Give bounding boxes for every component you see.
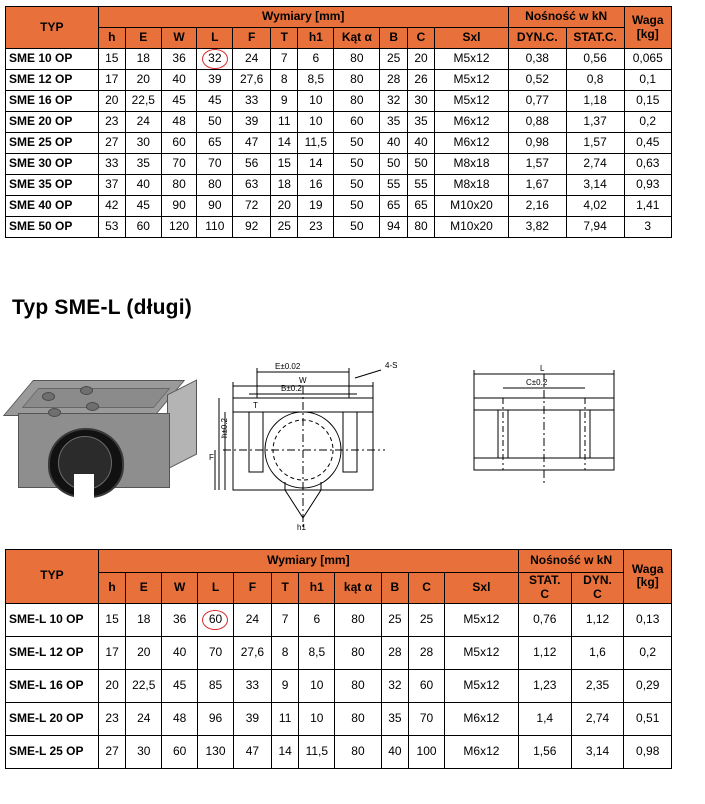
cell-E: 30 — [125, 133, 161, 154]
header-sxl: Sxl — [444, 573, 518, 604]
section-title: Typ SME-L (długi) — [12, 296, 192, 319]
cell-waga: 0,2 — [624, 636, 672, 669]
cell-W: 60 — [161, 133, 197, 154]
cell-F: 56 — [233, 154, 271, 175]
cell-F: 27,6 — [233, 70, 271, 91]
cell-h1: 23 — [298, 217, 334, 238]
table-row — [6, 175, 672, 196]
cell-stat: 7,94 — [566, 217, 624, 238]
header-waga: Waga [kg] — [624, 7, 671, 49]
cell-T: 8 — [271, 636, 298, 669]
page-bottom-clip — [0, 795, 705, 804]
cell-waga: 0,1 — [624, 70, 671, 91]
cell-waga: 0,29 — [624, 669, 672, 702]
cell-C: 25 — [409, 603, 445, 636]
cell-h: 53 — [98, 217, 125, 238]
cell-kat: 50 — [334, 154, 380, 175]
cell-W: 48 — [162, 702, 198, 735]
header-wymiary: Wymiary [mm] — [98, 7, 508, 28]
cell-dyn: 1,12 — [571, 603, 624, 636]
cell-F: 27,6 — [233, 636, 271, 669]
cell-sxl: M6x12 — [435, 112, 509, 133]
cell-T: 18 — [271, 175, 298, 196]
cell-B: 35 — [381, 702, 408, 735]
cell-sxl: M5x12 — [444, 636, 518, 669]
cell-E: 30 — [126, 735, 162, 768]
cell-T: 9 — [271, 91, 298, 112]
cell-h1: 14 — [298, 154, 334, 175]
cell-stat: 3,14 — [566, 175, 624, 196]
header-h1: h1 — [299, 573, 335, 604]
cell-C: 55 — [407, 175, 434, 196]
table-row — [6, 70, 672, 91]
cell-sxl: M5x12 — [435, 91, 509, 112]
cell-waga: 0,51 — [624, 702, 672, 735]
cell-h: 27 — [98, 133, 125, 154]
cell-E: 60 — [125, 217, 161, 238]
header-l: L — [198, 573, 234, 604]
cell-L: 39 — [197, 70, 233, 91]
cell-sxl: M6x12 — [444, 702, 518, 735]
dim-label-h: h±0.2 — [220, 418, 229, 438]
cell-T: 20 — [271, 196, 298, 217]
iso-bore-gap — [74, 474, 94, 498]
header-t: T — [271, 573, 298, 604]
cell-E: 20 — [125, 70, 161, 91]
front-section-view — [205, 350, 420, 535]
cell-kat: 60 — [334, 112, 380, 133]
cell-dyn: 3,14 — [571, 735, 624, 768]
cell-E: 45 — [125, 196, 161, 217]
header-w: W — [162, 573, 198, 604]
header-e: E — [126, 573, 162, 604]
cell-B: 40 — [380, 133, 407, 154]
row-type-label: SME-L 20 OP — [6, 702, 99, 735]
table-subheader-row — [6, 28, 672, 49]
cell-T: 7 — [271, 49, 298, 70]
cell-F: 24 — [233, 49, 271, 70]
cell-T: 15 — [271, 154, 298, 175]
row-type-label: SME-L 12 OP — [6, 636, 99, 669]
cell-F: 63 — [233, 175, 271, 196]
row-type-label: SME-L 25 OP — [6, 735, 99, 768]
cell-B: 40 — [381, 735, 408, 768]
cell-C: 35 — [407, 112, 434, 133]
cell-C: 26 — [407, 70, 434, 91]
header-waga: Waga [kg] — [624, 550, 672, 604]
cell-stat: 1,23 — [518, 669, 571, 702]
cell-F: 72 — [233, 196, 271, 217]
table-row — [6, 154, 672, 175]
cell-L: 130 — [198, 735, 234, 768]
cell-L: 50 — [197, 112, 233, 133]
cell-h1: 10 — [299, 669, 335, 702]
cell-L: 65 — [197, 133, 233, 154]
header-typ: TYP — [6, 550, 99, 604]
header-t: T — [271, 28, 298, 49]
cell-h1: 6 — [298, 49, 334, 70]
cell-T: 9 — [271, 669, 298, 702]
dim-label-l: L — [540, 364, 545, 373]
cell-W: 48 — [161, 112, 197, 133]
cell-B: 55 — [380, 175, 407, 196]
cell-h: 23 — [98, 702, 125, 735]
table-header-row — [6, 550, 672, 573]
cell-kat: 80 — [335, 669, 381, 702]
cell-sxl: M5x12 — [435, 70, 509, 91]
header-stat-c: STAT. C — [518, 573, 571, 604]
cell-F: 24 — [233, 603, 271, 636]
header-h: h — [98, 573, 125, 604]
cell-waga: 0,2 — [624, 112, 671, 133]
header-b: B — [380, 28, 407, 49]
row-type-label: SME 25 OP — [6, 133, 99, 154]
highlight-circle: 32 — [208, 51, 222, 66]
cell-B: 25 — [380, 49, 407, 70]
table-row — [6, 133, 672, 154]
row-type-label: SME 10 OP — [6, 49, 99, 70]
cell-T: 11 — [271, 702, 298, 735]
cell-L: 45 — [197, 91, 233, 112]
table-header-row — [6, 7, 672, 28]
cell-B: 50 — [380, 154, 407, 175]
cell-sxl: M6x12 — [435, 133, 509, 154]
row-type-label: SME 40 OP — [6, 196, 99, 217]
cell-E: 22,5 — [126, 669, 162, 702]
cell-L: 110 — [197, 217, 233, 238]
cell-h: 27 — [98, 735, 125, 768]
cell-sxl: M5x12 — [435, 49, 509, 70]
cell-dyn: 0,77 — [508, 91, 566, 112]
header-dyn-c: DYN.C. — [508, 28, 566, 49]
cell-kat: 80 — [335, 636, 381, 669]
cell-B: 32 — [380, 91, 407, 112]
cell-C: 40 — [407, 133, 434, 154]
cell-kat: 50 — [334, 217, 380, 238]
header-c: C — [409, 573, 445, 604]
cell-dyn: 2,16 — [508, 196, 566, 217]
cell-L: 90 — [197, 196, 233, 217]
header-l: L — [197, 28, 233, 49]
cell-h: 23 — [98, 112, 125, 133]
cell-dyn: 0,52 — [508, 70, 566, 91]
cell-B: 94 — [380, 217, 407, 238]
cell-dyn: 0,98 — [508, 133, 566, 154]
header-c: C — [407, 28, 434, 49]
cell-kat: 80 — [335, 702, 381, 735]
cell-stat: 0,76 — [518, 603, 571, 636]
cell-stat: 1,18 — [566, 91, 624, 112]
header-kat-alfa: kąt α — [335, 573, 381, 604]
cell-h: 20 — [98, 669, 125, 702]
cell-F: 33 — [233, 669, 271, 702]
cell-B: 28 — [380, 70, 407, 91]
cell-kat: 80 — [335, 735, 381, 768]
cell-F: 92 — [233, 217, 271, 238]
header-dyn-c: DYN. C — [571, 573, 624, 604]
cell-h1: 8,5 — [299, 636, 335, 669]
cell-stat: 4,02 — [566, 196, 624, 217]
cell-kat: 80 — [334, 70, 380, 91]
cell-sxl: M8x18 — [435, 175, 509, 196]
cell-dyn: 0,38 — [508, 49, 566, 70]
row-type-label: SME 35 OP — [6, 175, 99, 196]
cell-B: 25 — [381, 603, 408, 636]
row-type-label: SME 30 OP — [6, 154, 99, 175]
cell-kat: 50 — [334, 175, 380, 196]
row-type-label: SME 20 OP — [6, 112, 99, 133]
cell-dyn: 2,74 — [571, 702, 624, 735]
cell-dyn: 1,6 — [571, 636, 624, 669]
cell-kat: 80 — [334, 91, 380, 112]
cell-C: 80 — [407, 217, 434, 238]
cell-waga: 0,13 — [624, 603, 672, 636]
header-h1: h1 — [298, 28, 334, 49]
cell-E: 35 — [125, 154, 161, 175]
header-nosnosc: Nośność w kN — [508, 7, 624, 28]
dim-label-4s: 4-S — [385, 361, 398, 370]
cell-sxl: M5x12 — [444, 603, 518, 636]
iso-mounting-hole — [42, 392, 55, 401]
highlight-circle: 60 — [208, 611, 223, 626]
header-h: h — [98, 28, 125, 49]
cell-W: 36 — [162, 603, 198, 636]
cell-T: 8 — [271, 70, 298, 91]
cell-W: 45 — [161, 91, 197, 112]
table-row — [6, 91, 672, 112]
table-row — [6, 669, 672, 702]
cell-B: 32 — [381, 669, 408, 702]
header-e: E — [125, 28, 161, 49]
dim-label-t: T — [253, 401, 258, 410]
cell-h1: 16 — [298, 175, 334, 196]
iso-mounting-hole — [86, 402, 99, 411]
cell-W: 90 — [161, 196, 197, 217]
cell-stat: 0,8 — [566, 70, 624, 91]
cell-sxl: M6x12 — [444, 735, 518, 768]
cell-T: 25 — [271, 217, 298, 238]
cell-h: 15 — [98, 603, 125, 636]
table-row — [6, 217, 672, 238]
cell-W: 40 — [161, 70, 197, 91]
cell-kat: 80 — [334, 49, 380, 70]
cell-E: 20 — [126, 636, 162, 669]
cell-B: 65 — [380, 196, 407, 217]
iso-mounting-hole — [80, 386, 93, 395]
cell-L: 70 — [198, 636, 234, 669]
dim-label-c: C±0.2 — [526, 378, 548, 387]
drawings-area — [0, 340, 705, 540]
dim-label-b: B±0.2 — [281, 384, 302, 393]
cell-sxl: M8x18 — [435, 154, 509, 175]
dim-label-f: F — [209, 453, 214, 462]
cell-h: 37 — [98, 175, 125, 196]
cell-W: 70 — [161, 154, 197, 175]
header-f: F — [233, 28, 271, 49]
header-kat-alfa: Kąt α — [334, 28, 380, 49]
cell-h1: 11,5 — [298, 133, 334, 154]
cell-C: 70 — [409, 702, 445, 735]
dim-label-w: W — [299, 376, 307, 385]
cell-h1: 8,5 — [298, 70, 334, 91]
cell-stat: 1,4 — [518, 702, 571, 735]
cell-h: 15 — [98, 49, 125, 70]
cell-C: 65 — [407, 196, 434, 217]
table-row — [6, 112, 672, 133]
table-row — [6, 49, 672, 70]
cell-F: 47 — [233, 133, 271, 154]
cell-C: 50 — [407, 154, 434, 175]
cell-sxl: M5x12 — [444, 669, 518, 702]
cell-kat: 80 — [335, 603, 381, 636]
cell-dyn: 1,67 — [508, 175, 566, 196]
cell-stat: 1,37 — [566, 112, 624, 133]
cell-E: 18 — [126, 603, 162, 636]
iso-side-face — [167, 379, 197, 469]
cell-dyn: 2,35 — [571, 669, 624, 702]
cell-L — [197, 49, 233, 70]
cell-h1: 10 — [299, 702, 335, 735]
cell-W: 45 — [162, 669, 198, 702]
cell-L: 85 — [198, 669, 234, 702]
cell-E: 40 — [125, 175, 161, 196]
cell-kat: 50 — [334, 196, 380, 217]
cell-stat: 0,56 — [566, 49, 624, 70]
dim-label-h1: h1 — [297, 523, 306, 532]
cell-h1: 10 — [298, 112, 334, 133]
cell-L: 70 — [197, 154, 233, 175]
cell-E: 24 — [125, 112, 161, 133]
cell-sxl: M10x20 — [435, 196, 509, 217]
cell-h: 20 — [98, 91, 125, 112]
cell-waga: 0,065 — [624, 49, 671, 70]
row-type-label: SME 16 OP — [6, 91, 99, 112]
dim-label-e: E±0.02 — [275, 362, 301, 371]
cell-W: 40 — [162, 636, 198, 669]
cell-E: 24 — [126, 702, 162, 735]
table-row — [6, 196, 672, 217]
header-f: F — [233, 573, 271, 604]
cell-waga: 0,98 — [624, 735, 672, 768]
cell-stat: 2,74 — [566, 154, 624, 175]
cell-B: 28 — [381, 636, 408, 669]
header-stat-c: STAT.C. — [566, 28, 624, 49]
table-row — [6, 603, 672, 636]
table-subheader-row — [6, 573, 672, 604]
cell-C: 20 — [407, 49, 434, 70]
cell-F: 39 — [233, 112, 271, 133]
cell-dyn: 3,82 — [508, 217, 566, 238]
cell-W: 80 — [161, 175, 197, 196]
cell-C: 100 — [409, 735, 445, 768]
header-b: B — [381, 573, 408, 604]
sme-op-table — [5, 6, 672, 238]
side-view-drawing — [450, 354, 650, 504]
cell-h: 33 — [98, 154, 125, 175]
header-nosnosc: Nośność w kN — [518, 550, 624, 573]
cell-B: 35 — [380, 112, 407, 133]
cell-h: 17 — [98, 636, 125, 669]
cell-waga: 3 — [624, 217, 671, 238]
cell-sxl: M10x20 — [435, 217, 509, 238]
cell-waga: 0,63 — [624, 154, 671, 175]
header-sxl: Sxl — [435, 28, 509, 49]
cell-W: 36 — [161, 49, 197, 70]
cell-dyn: 0,88 — [508, 112, 566, 133]
cell-T: 14 — [271, 133, 298, 154]
cell-C: 28 — [409, 636, 445, 669]
cell-h1: 10 — [298, 91, 334, 112]
cell-stat: 1,57 — [566, 133, 624, 154]
cell-waga: 0,15 — [624, 91, 671, 112]
row-type-label: SME 50 OP — [6, 217, 99, 238]
row-type-label: SME-L 10 OP — [6, 603, 99, 636]
cell-T: 14 — [271, 735, 298, 768]
cell-W: 120 — [161, 217, 197, 238]
cell-F: 33 — [233, 91, 271, 112]
cell-h: 17 — [98, 70, 125, 91]
cell-F: 47 — [233, 735, 271, 768]
sme-l-table — [5, 549, 672, 769]
cell-C: 60 — [409, 669, 445, 702]
cell-kat: 50 — [334, 133, 380, 154]
cell-h1: 19 — [298, 196, 334, 217]
header-wymiary: Wymiary [mm] — [98, 550, 518, 573]
cell-waga: 0,45 — [624, 133, 671, 154]
cell-E: 22,5 — [125, 91, 161, 112]
cell-C: 30 — [407, 91, 434, 112]
cell-dyn: 1,57 — [508, 154, 566, 175]
cell-waga: 0,93 — [624, 175, 671, 196]
cell-L: 96 — [198, 702, 234, 735]
cell-stat: 1,12 — [518, 636, 571, 669]
header-typ: TYP — [6, 7, 99, 49]
row-type-label: SME-L 16 OP — [6, 669, 99, 702]
table-row — [6, 636, 672, 669]
cell-h1: 11,5 — [299, 735, 335, 768]
cell-L: 80 — [197, 175, 233, 196]
cell-waga: 1,41 — [624, 196, 671, 217]
iso-mounting-hole — [48, 408, 61, 417]
isometric-bearing-drawing — [18, 362, 203, 507]
row-type-label: SME 12 OP — [6, 70, 99, 91]
header-w: W — [161, 28, 197, 49]
cell-h1: 6 — [299, 603, 335, 636]
cell-T: 7 — [271, 603, 298, 636]
cell-h: 42 — [98, 196, 125, 217]
cell-F: 39 — [233, 702, 271, 735]
cell-W: 60 — [162, 735, 198, 768]
table-row — [6, 702, 672, 735]
cell-E: 18 — [125, 49, 161, 70]
cell-L — [198, 603, 234, 636]
table-row — [6, 735, 672, 768]
cell-T: 11 — [271, 112, 298, 133]
cell-stat: 1,56 — [518, 735, 571, 768]
